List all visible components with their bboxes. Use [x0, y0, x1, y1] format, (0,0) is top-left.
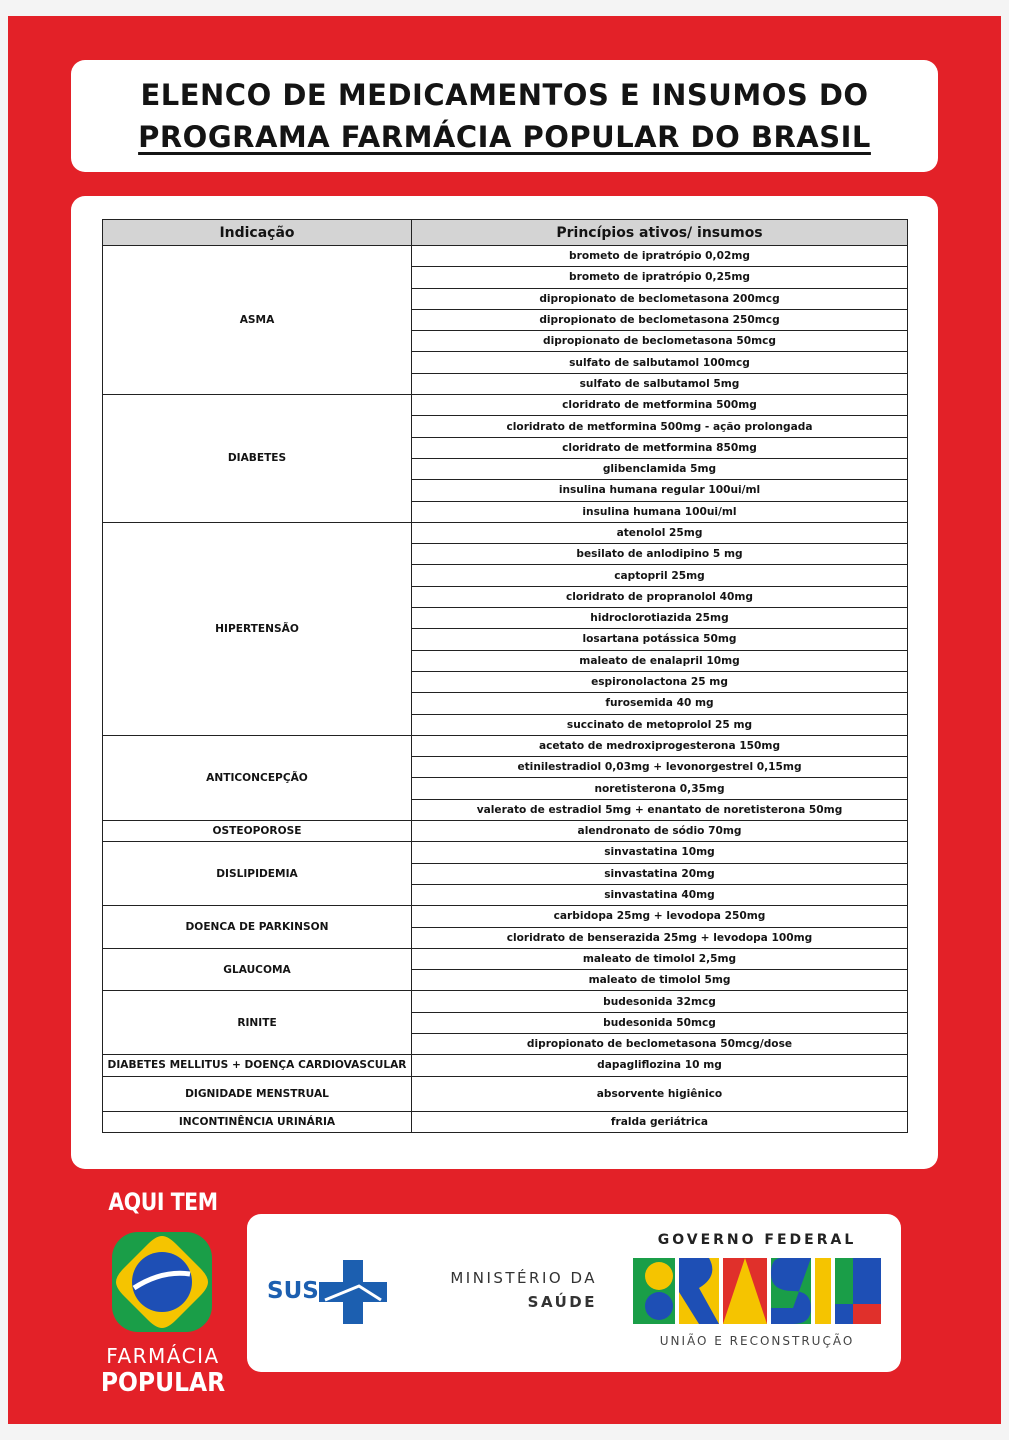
table-row [103, 522, 908, 543]
active-ingredient-cell: sinvastatina 20mg [412, 863, 908, 884]
active-ingredient-cell: sinvastatina 40mg [412, 884, 908, 905]
active-ingredient-cell: dapagliflozina 10 mg [412, 1055, 908, 1076]
active-ingredient-cell: maleato de timolol 2,5mg [412, 948, 908, 969]
active-ingredient-cell: alendronato de sódio 70mg [412, 821, 908, 842]
table-row [103, 906, 908, 927]
page-title-line-1: ELENCO DE MEDICAMENTOS E INSUMOS DO [140, 78, 869, 112]
indication-cell: INCONTINÊNCIA URINÁRIA [103, 1111, 412, 1132]
active-ingredient-cell: carbidopa 25mg + levodopa 250mg [412, 906, 908, 927]
table-row [103, 948, 908, 969]
active-ingredient-cell: captopril 25mg [412, 565, 908, 586]
active-ingredient-cell: cloridrato de metformina 850mg [412, 437, 908, 458]
table-header-row [103, 220, 908, 246]
sus-logo-text: SUS [267, 1278, 319, 1304]
popular-label: POPULAR [100, 1368, 226, 1398]
active-ingredient-cell: maleato de timolol 5mg [412, 970, 908, 991]
indication-cell: DIABETES MELLITUS + DOENÇA CARDIOVASCULAR [103, 1055, 412, 1076]
farmacia-popular-logo-icon [102, 1222, 222, 1342]
table-row [103, 735, 908, 756]
active-ingredient-cell: budesonida 32mcg [412, 991, 908, 1012]
active-ingredient-cell: insulina humana 100ui/ml [412, 501, 908, 522]
table-row [103, 395, 908, 416]
table-row [103, 991, 908, 1012]
table-row [103, 1076, 908, 1111]
indication-cell: DIABETES [103, 395, 412, 523]
indication-cell: GLAUCOMA [103, 948, 412, 991]
health-label: SAÚDE [527, 1293, 597, 1311]
active-ingredient-cell: losartana potássica 50mg [412, 629, 908, 650]
table-row [103, 821, 908, 842]
active-ingredient-cell: brometo de ipratrópio 0,02mg [412, 246, 908, 267]
indication-cell: OSTEOPOROSE [103, 821, 412, 842]
farmacia-popular-badge [88, 1188, 238, 1408]
active-ingredient-cell: noretisterona 0,35mg [412, 778, 908, 799]
active-ingredient-cell: cloridrato de metformina 500mg [412, 395, 908, 416]
active-ingredient-cell: insulina humana regular 100ui/ml [412, 480, 908, 501]
indication-cell: RINITE [103, 991, 412, 1055]
active-ingredient-cell: budesonida 50mcg [412, 1012, 908, 1033]
ministry-of-health-logo [417, 1266, 597, 1314]
active-ingredient-cell: dipropionato de beclometasona 50mcg [412, 331, 908, 352]
table-body [103, 246, 908, 1133]
active-ingredient-cell: hidroclorotiazida 25mg [412, 608, 908, 629]
column-header-indication: Indicação [103, 220, 412, 246]
sus-logo [267, 1260, 391, 1324]
farmacia-label: FARMÁCIA [106, 1344, 220, 1368]
active-ingredient-cell: absorvente higiênico [412, 1076, 908, 1111]
table-row [103, 246, 908, 267]
active-ingredient-cell: espironolactona 25 mg [412, 671, 908, 692]
active-ingredient-cell: brometo de ipratrópio 0,25mg [412, 267, 908, 288]
indication-cell: HIPERTENSÃO [103, 522, 412, 735]
ministry-label: MINISTÉRIO DA [450, 1269, 597, 1287]
active-ingredient-cell: valerato de estradiol 5mg + enantato de noretisterona 50mg [412, 799, 908, 820]
active-ingredient-cell: cloridrato de metformina 500mg - ação prolongada [412, 416, 908, 437]
indication-cell: ASMA [103, 246, 412, 395]
active-ingredient-cell: sulfato de salbutamol 5mg [412, 373, 908, 394]
table-row [103, 1111, 908, 1132]
brasil-wordmark-icon [633, 1258, 881, 1324]
active-ingredient-cell: dipropionato de beclometasona 50mcg/dose [412, 1033, 908, 1054]
active-ingredient-cell: maleato de enalapril 10mg [412, 650, 908, 671]
active-ingredient-cell: cloridrato de propranolol 40mg [412, 586, 908, 607]
federal-government-logo [627, 1232, 887, 1356]
active-ingredient-cell: dipropionato de beclometasona 250mcg [412, 309, 908, 330]
indication-cell: ANTICONCEPÇÃO [103, 735, 412, 820]
active-ingredient-cell: sulfato de salbutamol 100mcg [412, 352, 908, 373]
active-ingredient-cell: besilato de anlodipino 5 mg [412, 544, 908, 565]
active-ingredient-cell: furosemida 40 mg [412, 693, 908, 714]
active-ingredient-cell: succinato de metoprolol 25 mg [412, 714, 908, 735]
active-ingredient-cell: cloridrato de benserazida 25mg + levodopa 100mg [412, 927, 908, 948]
active-ingredient-cell: fralda geriátrica [412, 1111, 908, 1132]
uniao-reconstrucao-label: UNIÃO E RECONSTRUÇÃO [659, 1334, 855, 1348]
aqui-tem-label: AQUI TEM [108, 1188, 218, 1216]
table-card [71, 196, 938, 1169]
page-title-line-2: PROGRAMA FARMÁCIA POPULAR DO BRASIL [138, 120, 871, 154]
title-box [71, 60, 938, 172]
table-row [103, 842, 908, 863]
active-ingredient-cell: acetato de medroxiprogesterona 150mg [412, 735, 908, 756]
sus-cross-icon [319, 1260, 387, 1324]
governo-federal-label: GOVERNO FEDERAL [657, 1232, 857, 1248]
active-ingredient-cell: glibenclamida 5mg [412, 458, 908, 479]
table-row [103, 1055, 908, 1076]
active-ingredient-cell: sinvastatina 10mg [412, 842, 908, 863]
active-ingredient-cell: etinilestradiol 0,03mg + levonorgestrel 0,15mg [412, 757, 908, 778]
active-ingredient-cell: atenolol 25mg [412, 522, 908, 543]
poster-background [8, 16, 1001, 1424]
indication-cell: DISLIPIDEMIA [103, 842, 412, 906]
indication-cell: DIGNIDADE MENSTRUAL [103, 1076, 412, 1111]
column-header-active-ingredients: Princípios ativos/ insumos [412, 220, 908, 246]
medication-table [102, 219, 908, 1133]
indication-cell: DOENCA DE PARKINSON [103, 906, 412, 949]
government-logos-box [247, 1214, 901, 1372]
active-ingredient-cell: dipropionato de beclometasona 200mcg [412, 288, 908, 309]
